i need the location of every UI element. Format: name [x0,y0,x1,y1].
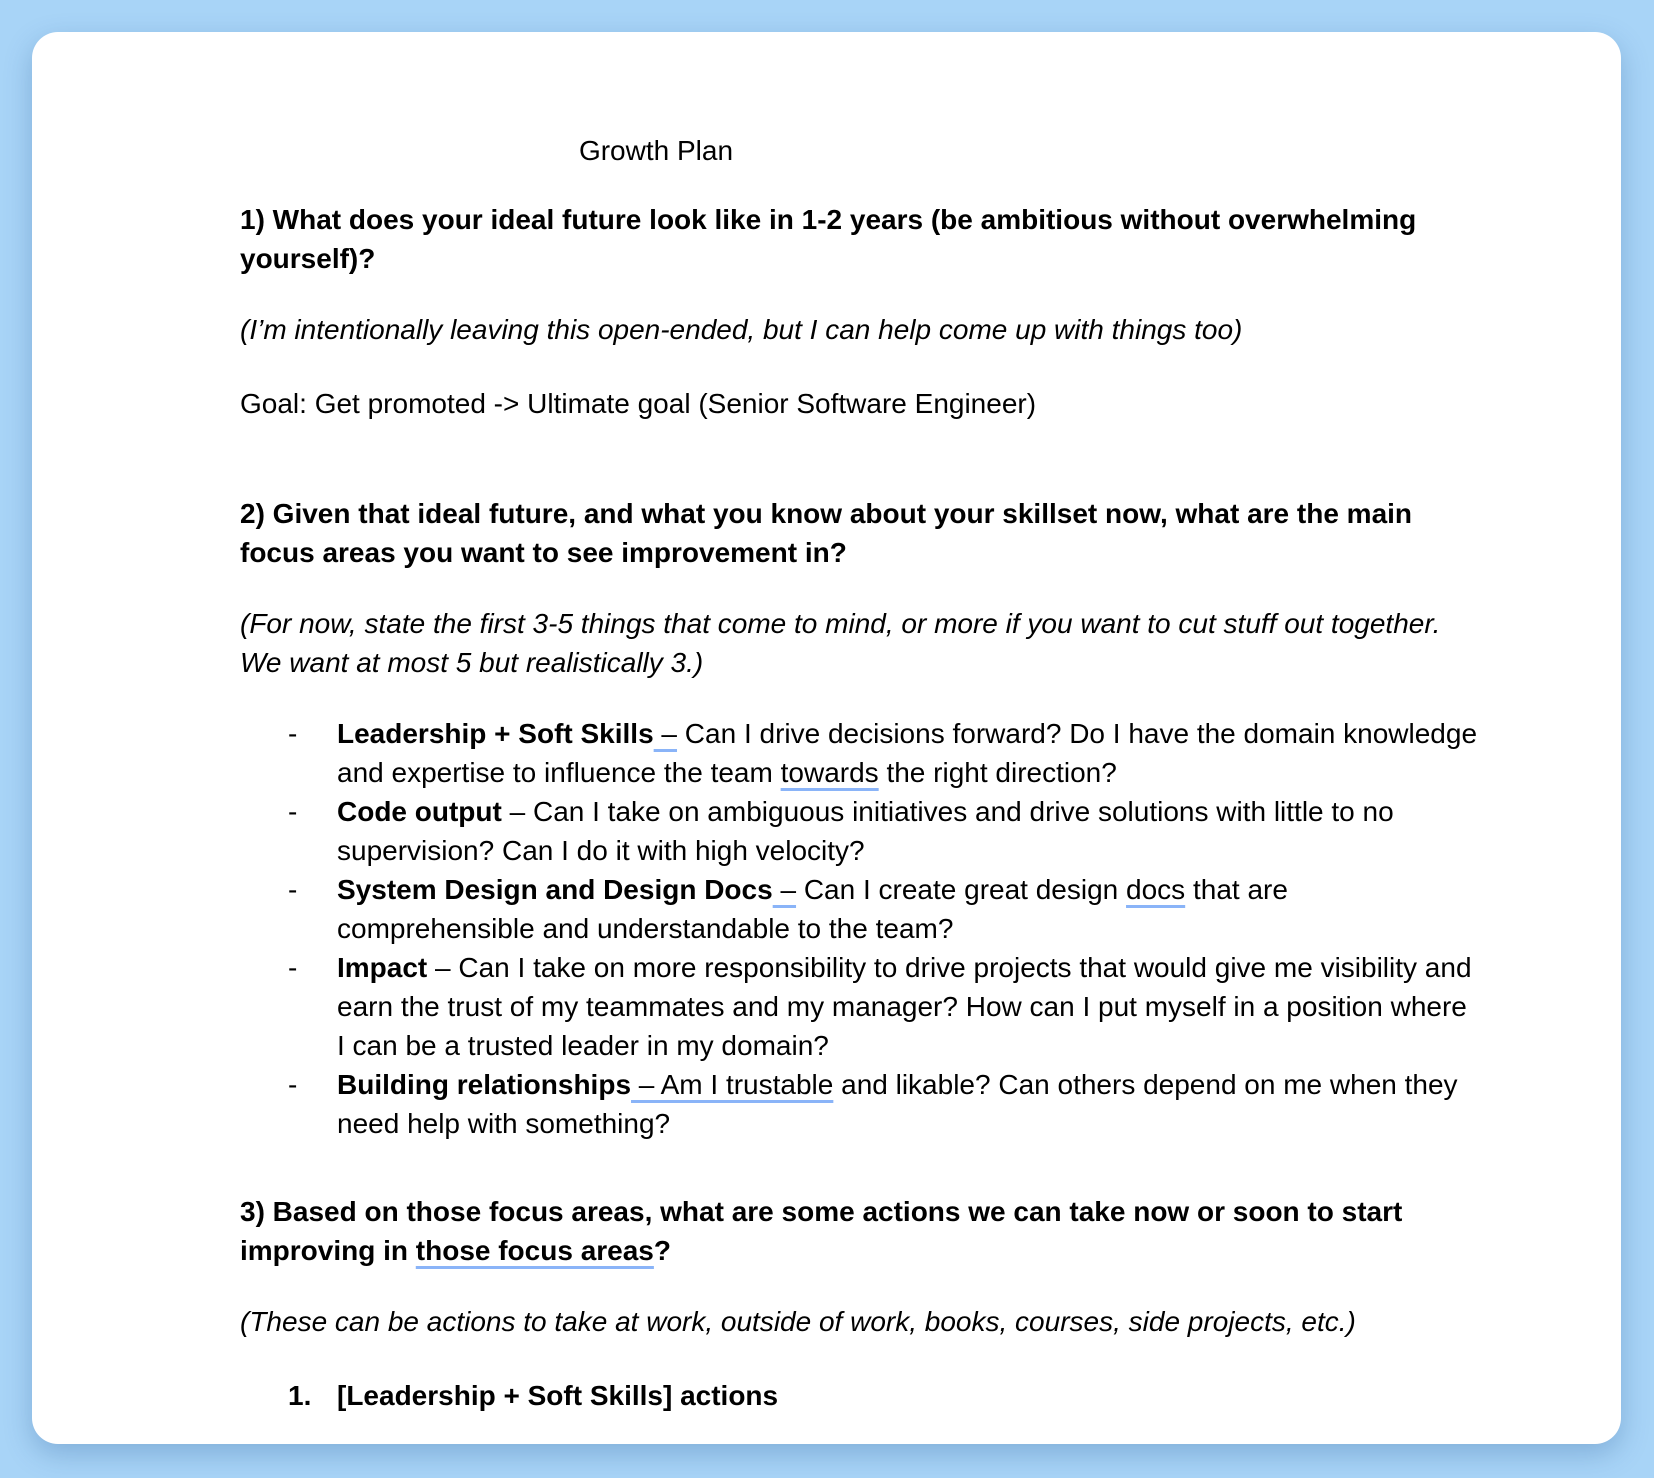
focus-area-text: and likable? Can others depend on me when they need help with something? [337,1069,1458,1139]
suggestion-underline[interactable]: those focus areas [415,1235,654,1266]
list-marker: - [288,718,298,749]
question-3 [240,1192,1480,1270]
suggestion-underline[interactable]: towards [780,757,879,788]
action-label: [Leadership + Soft Skills] actions [337,1380,779,1411]
focus-area-title: System Design and Design Docs [337,874,773,905]
question-2-note: (For now, state the first 3-5 things that come to mind, or more if you want to cut stuff out together. We want at most 5 but realistically 3.) [240,608,1441,678]
list-item [240,1065,1480,1143]
list-item [240,1376,1480,1415]
focus-area-title: Building relationships [337,1069,632,1100]
focus-area-text: – Can I take on ambiguous initiatives and drive solutions with little to no supervision? Can I do it with high velocity? [337,796,1394,866]
list-item [240,948,1480,1065]
document-page [32,32,1621,1444]
question-1-note: (I’m intentionally leaving this open-ended, but I can help come up with things too) [240,314,1243,345]
list-marker: - [288,1069,298,1100]
suggestion-underline[interactable]: – [653,718,678,749]
focus-area-text: – Can I take on more responsibility to drive projects that would give me visibility and earn the trust of my teammates and my manager? How can I put myself in a position where I can be a trusted leader in my domain? [337,952,1472,1061]
question-3-end: ? [653,1235,671,1266]
list-marker: - [288,874,298,905]
question-1: 1) What does your ideal future look like in 1-2 years (be ambitious without overwhelming yourself)? [240,204,1417,274]
actions-list [240,1376,1480,1415]
question-3-note: (These can be actions to take at work, outside of work, books, courses, side projects, etc.) [240,1306,1356,1337]
focus-area-title: Code output [337,796,502,827]
list-item [240,792,1480,870]
focus-areas-list [240,714,1480,1143]
focus-area-text: Can I drive decisions forward? Do I have the domain knowledge and expertise to influence the team [337,718,1478,788]
suggestion-underline[interactable]: docs [1126,874,1186,905]
focus-area-text: that are comprehensible and understandable to the team? [337,874,1288,944]
document-title: Growth Plan [578,135,734,166]
suggestion-underline[interactable]: – Am I trustable [631,1069,834,1100]
focus-area-title: Impact [337,952,428,983]
focus-area-title: Leadership + Soft Skills [337,718,654,749]
list-marker: 1. [288,1380,312,1411]
question-3-text: 3) Based on those focus areas, what are some actions we can take now or soon to start improving in [240,1196,1403,1266]
suggestion-underline[interactable]: – [772,874,797,905]
focus-area-text: Can I create great design [796,874,1127,905]
list-marker: - [288,796,298,827]
list-item [240,870,1480,948]
goal-line: Goal: Get promoted -> Ultimate goal (Senior Software Engineer) [240,388,1037,419]
list-marker: - [288,952,298,983]
focus-area-text: the right direction? [878,757,1117,788]
list-item [240,714,1480,792]
question-2: 2) Given that ideal future, and what you know about your skillset now, what are the main focus areas you want to see improvement in? [240,498,1413,568]
